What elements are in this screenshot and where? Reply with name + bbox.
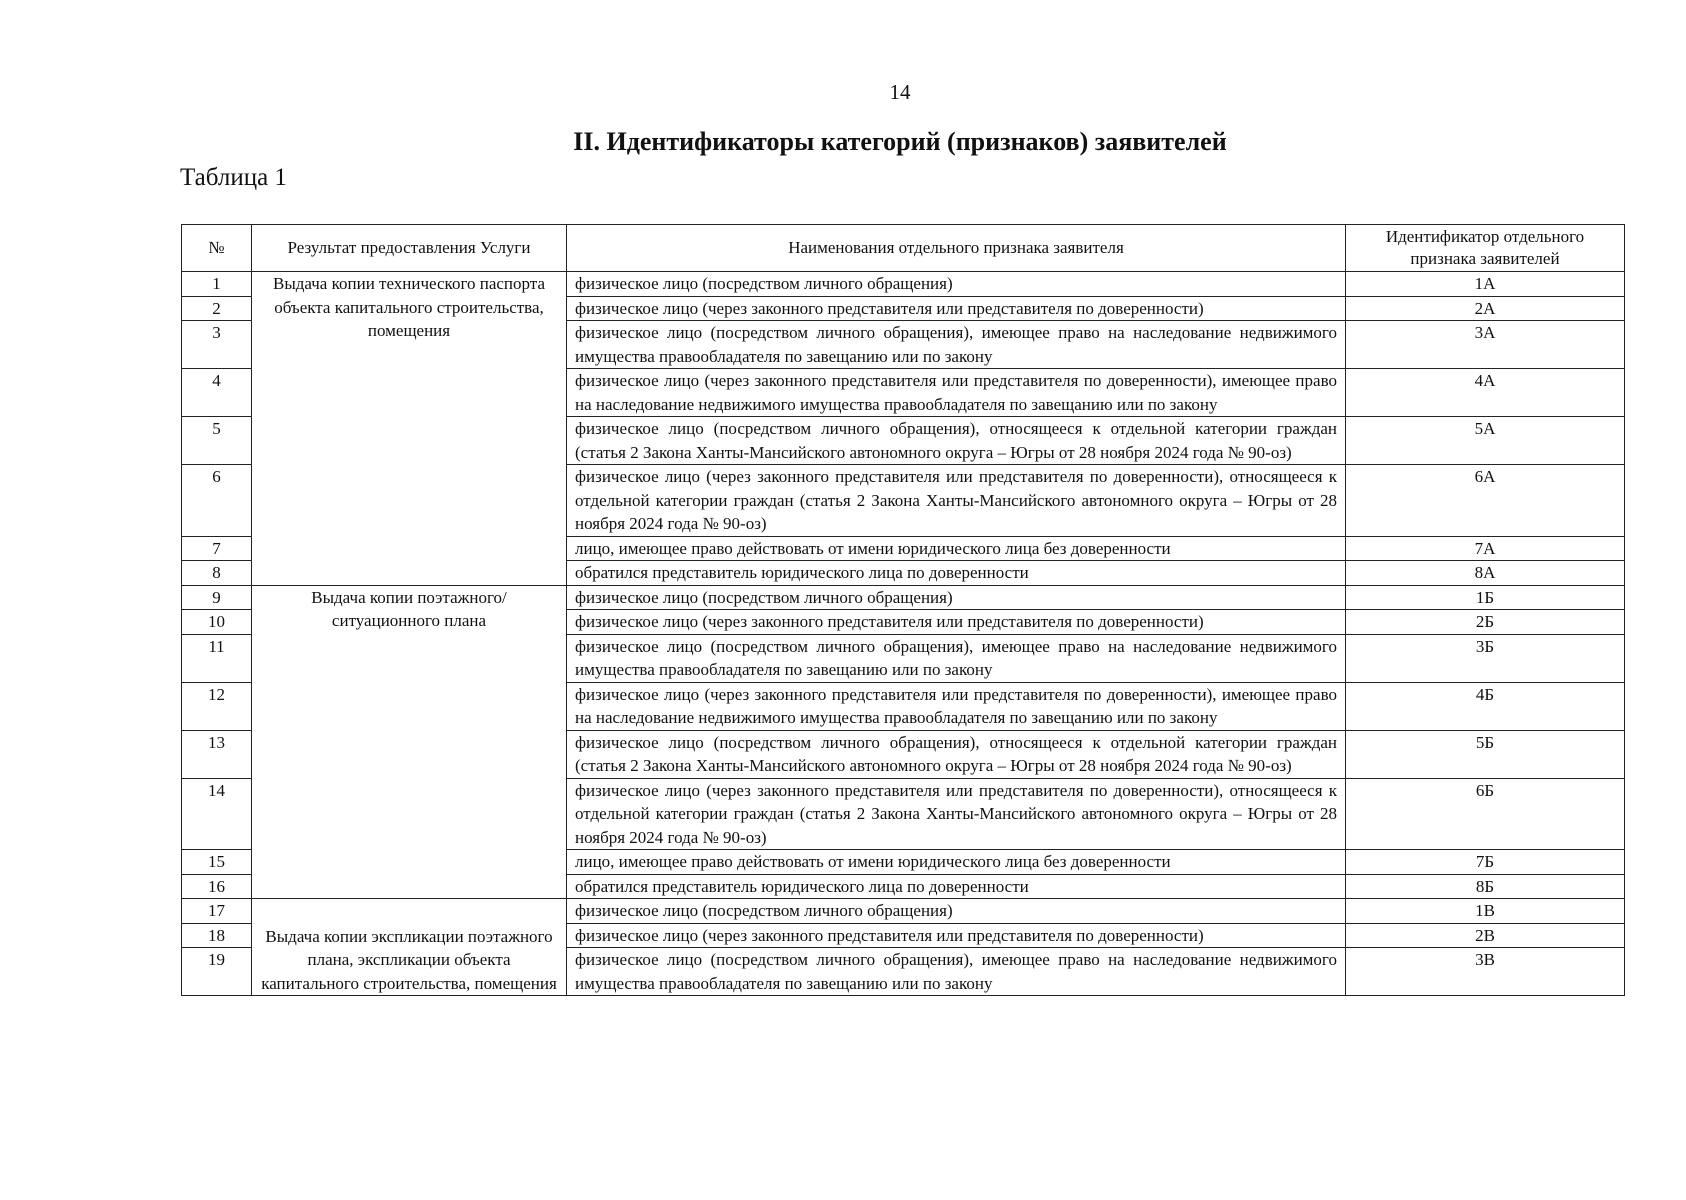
row-number: 8 bbox=[182, 561, 252, 586]
identifier-cell: 2Б bbox=[1346, 610, 1625, 635]
feature-cell: физическое лицо (через законного представителя или представителя по доверенности), имеющее право на наследование недвижимого имущества правообладателя по завещанию или по закону bbox=[567, 369, 1346, 417]
identifier-cell: 1Б bbox=[1346, 585, 1625, 610]
service-result-cell: Выдача копии технического паспорта объекта капитального строительства, помещения bbox=[252, 272, 567, 586]
identifier-cell: 3В bbox=[1346, 948, 1625, 996]
row-number: 6 bbox=[182, 465, 252, 537]
header-result: Результат предоставления Услуги bbox=[252, 225, 567, 272]
service-result-cell: Выдача копии экспликации поэтажного плана, экспликации объекта капитального строительства, помещения bbox=[252, 899, 567, 996]
table-row bbox=[182, 272, 1625, 297]
feature-cell: лицо, имеющее право действовать от имени юридического лица без доверенности bbox=[567, 850, 1346, 875]
identifier-cell: 6А bbox=[1346, 465, 1625, 537]
row-number: 7 bbox=[182, 536, 252, 561]
service-result-cell: Выдача копии поэтажного/ситуационного плана bbox=[252, 585, 567, 899]
row-number: 5 bbox=[182, 417, 252, 465]
row-number: 1 bbox=[182, 272, 252, 297]
identifier-cell: 8Б bbox=[1346, 874, 1625, 899]
feature-cell: физическое лицо (через законного представителя или представителя по доверенности), относящееся к отдельной категории граждан (статья 2 Закона Ханты-Мансийского автономного округа – Югры от 28 ноября 2024 года № 90-оз) bbox=[567, 778, 1346, 850]
feature-cell: физическое лицо (посредством личного обращения), относящееся к отдельной категории граждан (статья 2 Закона Ханты-Мансийского автономного округа – Югры от 28 ноября 2024 года № 90-оз) bbox=[567, 417, 1346, 465]
row-number: 9 bbox=[182, 585, 252, 610]
identifier-cell: 4Б bbox=[1346, 682, 1625, 730]
feature-cell: физическое лицо (через законного представителя или представителя по доверенности), относящееся к отдельной категории граждан (статья 2 Закона Ханты-Мансийского автономного округа – Югры от 28 ноября 2024 года № 90-оз) bbox=[567, 465, 1346, 537]
header-ident: Идентификатор отдельного признака заявителей bbox=[1346, 225, 1625, 272]
feature-cell: обратился представитель юридического лица по доверенности bbox=[567, 874, 1346, 899]
identifier-cell: 1А bbox=[1346, 272, 1625, 297]
applicant-categories-table bbox=[181, 224, 1625, 996]
identifier-cell: 3Б bbox=[1346, 634, 1625, 682]
table-header-row bbox=[182, 225, 1625, 272]
feature-cell: физическое лицо (посредством личного обращения), имеющее право на наследование недвижимого имущества правообладателя по завещанию или по закону bbox=[567, 321, 1346, 369]
feature-cell: физическое лицо (через законного представителя или представителя по доверенности), имеющее право на наследование недвижимого имущества правообладателя по завещанию или по закону bbox=[567, 682, 1346, 730]
identifier-cell: 2В bbox=[1346, 923, 1625, 948]
feature-cell: физическое лицо (посредством личного обращения), относящееся к отдельной категории граждан (статья 2 Закона Ханты-Мансийского автономного округа – Югры от 28 ноября 2024 года № 90-оз) bbox=[567, 730, 1346, 778]
row-number: 17 bbox=[182, 899, 252, 924]
feature-cell: физическое лицо (посредством личного обращения) bbox=[567, 585, 1346, 610]
page-number: 14 bbox=[889, 80, 911, 104]
feature-cell: лицо, имеющее право действовать от имени юридического лица без доверенности bbox=[567, 536, 1346, 561]
feature-cell: физическое лицо (посредством личного обращения), имеющее право на наследование недвижимого имущества правообладателя по завещанию или по закону bbox=[567, 634, 1346, 682]
section-title: II. Идентификаторы категорий (признаков) заявителей bbox=[573, 127, 1227, 156]
row-number: 4 bbox=[182, 369, 252, 417]
identifier-cell: 6Б bbox=[1346, 778, 1625, 850]
identifier-cell: 7А bbox=[1346, 536, 1625, 561]
row-number: 18 bbox=[182, 923, 252, 948]
row-number: 11 bbox=[182, 634, 252, 682]
identifier-cell: 1В bbox=[1346, 899, 1625, 924]
row-number: 2 bbox=[182, 296, 252, 321]
row-number: 10 bbox=[182, 610, 252, 635]
row-number: 3 bbox=[182, 321, 252, 369]
identifier-cell: 4А bbox=[1346, 369, 1625, 417]
feature-cell: физическое лицо (через законного представителя или представителя по доверенности) bbox=[567, 296, 1346, 321]
identifier-cell: 2А bbox=[1346, 296, 1625, 321]
header-feature: Наименования отдельного признака заявителя bbox=[567, 225, 1346, 272]
feature-cell: физическое лицо (посредством личного обращения) bbox=[567, 899, 1346, 924]
header-num: № bbox=[182, 225, 252, 272]
row-number: 12 bbox=[182, 682, 252, 730]
row-number: 19 bbox=[182, 948, 252, 996]
feature-cell: физическое лицо (через законного представителя или представителя по доверенности) bbox=[567, 610, 1346, 635]
row-number: 15 bbox=[182, 850, 252, 875]
feature-cell: физическое лицо (посредством личного обращения) bbox=[567, 272, 1346, 297]
row-number: 14 bbox=[182, 778, 252, 850]
feature-cell: физическое лицо (через законного представителя или представителя по доверенности) bbox=[567, 923, 1346, 948]
table-row bbox=[182, 585, 1625, 610]
table-caption: Таблица 1 bbox=[180, 164, 287, 191]
identifier-cell: 7Б bbox=[1346, 850, 1625, 875]
identifier-cell: 3А bbox=[1346, 321, 1625, 369]
feature-cell: физическое лицо (посредством личного обращения), имеющее право на наследование недвижимого имущества правообладателя по завещанию или по закону bbox=[567, 948, 1346, 996]
row-number: 13 bbox=[182, 730, 252, 778]
identifier-cell: 8А bbox=[1346, 561, 1625, 586]
identifier-cell: 5А bbox=[1346, 417, 1625, 465]
feature-cell: обратился представитель юридического лица по доверенности bbox=[567, 561, 1346, 586]
table-row bbox=[182, 899, 1625, 924]
identifier-cell: 5Б bbox=[1346, 730, 1625, 778]
row-number: 16 bbox=[182, 874, 252, 899]
